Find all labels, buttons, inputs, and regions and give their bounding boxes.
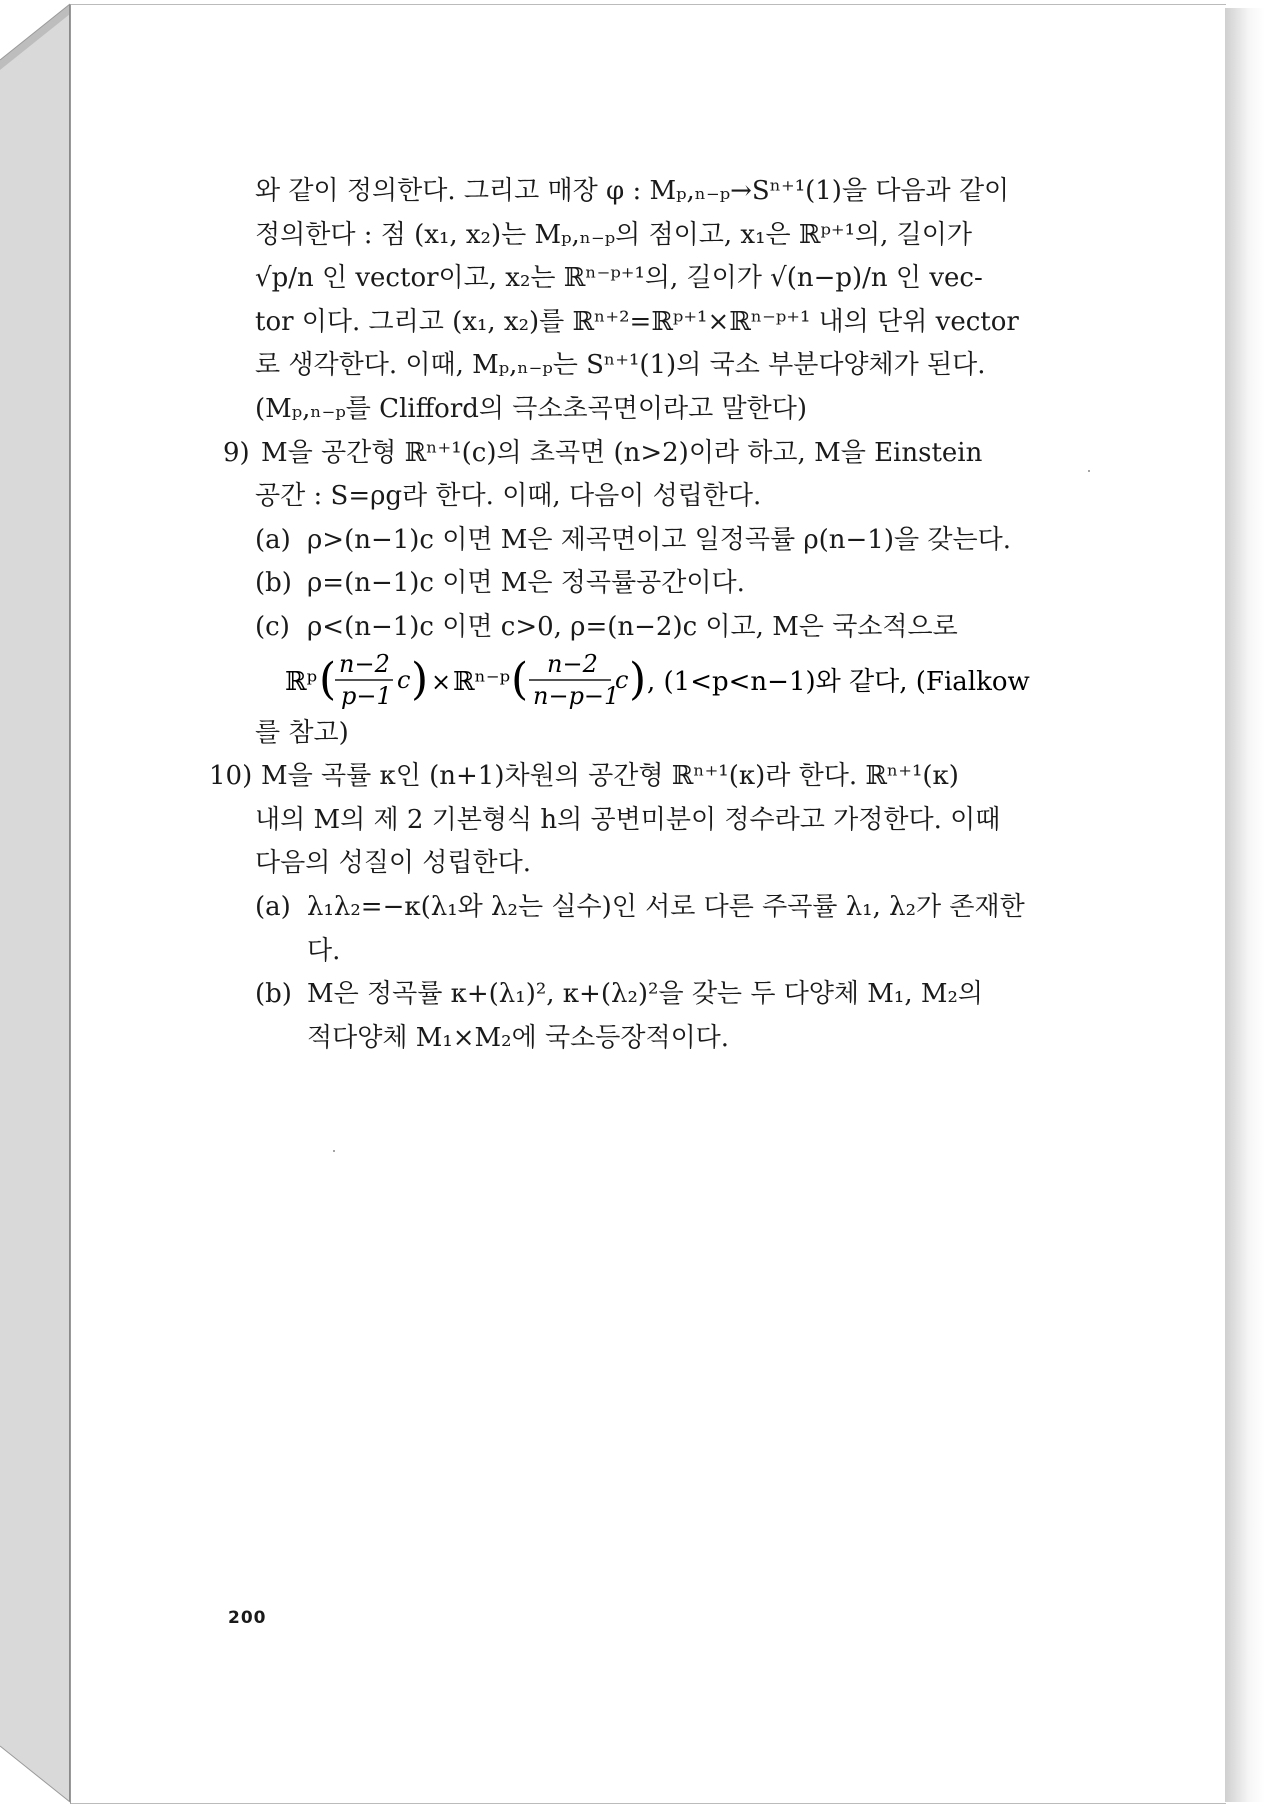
- svg-text:(: (: [319, 653, 337, 705]
- text-line: 를 참고): [255, 717, 349, 748]
- formula-f2-c: c: [615, 665, 629, 694]
- formula-f1-c: c: [397, 665, 411, 694]
- page-edge-shadow: [1225, 8, 1265, 1802]
- svg-text:): ): [411, 653, 429, 705]
- text-line: tor 이다. 그리고 (x₁, x₂)를 ℝⁿ⁺²=ℝᵖ⁺¹×ℝⁿ⁻ᵖ⁺¹ 내의 단위 vector: [255, 306, 1019, 337]
- text-line: ρ=(n−1)c 이면 M은 정곡률공간이다.: [307, 568, 745, 599]
- text-line: 로 생각한다. 이때, Mₚ,ₙ₋ₚ는 Sⁿ⁺¹(1)의 국소 부분다양체가 된다.: [255, 350, 986, 381]
- text-line: ρ<(n−1)c 이면 c>0, ρ=(n−2)c 이고, M은 국소적으로: [307, 611, 958, 642]
- page-speck: [1088, 470, 1090, 472]
- text-line: (Mₚ,ₙ₋ₚ를 Clifford의 극소초곡면이라고 말한다): [255, 393, 807, 424]
- subitem-label: (b): [255, 568, 292, 599]
- formula-graphic: [285, 650, 1085, 712]
- subitem-a: [255, 886, 1095, 973]
- text-line: 와 같이 정의한다. 그리고 매장 φ : Mₚ,ₙ₋ₚ→Sⁿ⁺¹(1)을 다음과 같이: [255, 176, 1010, 206]
- formula-times: ×: [431, 667, 452, 696]
- text-line: 다.: [307, 935, 341, 966]
- subitem-b: [255, 973, 1095, 1060]
- text-line: 정의한다 : 점 (x₁, x₂)는 Mₚ,ₙ₋ₚ의 점이고, x₁은 ℝᵖ⁺¹의, 길이가: [255, 219, 973, 250]
- formula-f1-den: p−1: [341, 681, 392, 710]
- subitem-label: (b): [255, 979, 292, 1010]
- formula-f2-num: n−2: [547, 649, 598, 678]
- page-number: 200: [228, 1608, 267, 1628]
- subitem-b: [255, 562, 1095, 606]
- text-line: 내의 M의 제 2 기본형식 h의 공변미분이 정수라고 가정한다. 이때: [255, 804, 1001, 835]
- text-line: ρ>(n−1)c 이면 M은 제곡면이고 일정곡률 ρ(n−1)을 갖는다.: [307, 524, 1011, 555]
- text-line: 적다양체 M₁×M₂에 국소등장적이다.: [307, 1022, 730, 1053]
- formula-tail: , (1<p<n−1)와 같다, (Fialkow: [647, 666, 1030, 697]
- subitem-c: [255, 606, 1095, 650]
- subitem-label: (c): [255, 611, 290, 642]
- item-number: 9): [223, 437, 250, 468]
- subitem-label: (a): [255, 524, 291, 555]
- text-line: 다음의 성질이 성립한다.: [255, 848, 531, 879]
- text-line: M을 곡률 κ인 (n+1)차원의 공간형 ℝⁿ⁺¹(κ)라 한다. ℝⁿ⁺¹(κ): [261, 761, 959, 792]
- formula-f2-den: n−p−1: [533, 681, 620, 710]
- book-spine: [0, 0, 70, 1806]
- text-line: M을 공간형 ℝⁿ⁺¹(c)의 초곡면 (n>2)이라 하고, M을 Einstein: [261, 437, 983, 468]
- formula-r2: ℝⁿ⁻ᵖ: [453, 666, 510, 697]
- intro-paragraph: [255, 170, 1095, 432]
- page-speck: [333, 1150, 335, 1152]
- subitem-a: [255, 519, 1095, 563]
- text-line: √p/n 인 vector이고, x₂는 ℝⁿ⁻ᵖ⁺¹의, 길이가 √(n−p)/n 인 vec-: [255, 263, 983, 294]
- item-number: 10): [209, 761, 253, 792]
- formula-f1-num: n−2: [339, 649, 390, 678]
- svg-text:(: (: [511, 653, 529, 705]
- formula-r1: ℝᵖ: [285, 666, 318, 697]
- item-9: [223, 432, 1095, 756]
- product-formula: [285, 650, 1095, 712]
- text-line: λ₁λ₂=−κ(λ₁와 λ₂는 실수)인 서로 다른 주곡률 λ₁, λ₂가 존재한: [307, 891, 1025, 922]
- subitem-label: (a): [255, 891, 291, 922]
- text-line: M은 정곡률 κ+(λ₁)², κ+(λ₂)²을 갖는 두 다양체 M₁, M₂의: [307, 979, 984, 1010]
- text-line: 공간 : S=ρg라 한다. 이때, 다음이 성립한다.: [255, 481, 762, 512]
- svg-text:): ): [629, 653, 647, 705]
- item-10: [209, 755, 1095, 1060]
- page-text: [209, 170, 1095, 1060]
